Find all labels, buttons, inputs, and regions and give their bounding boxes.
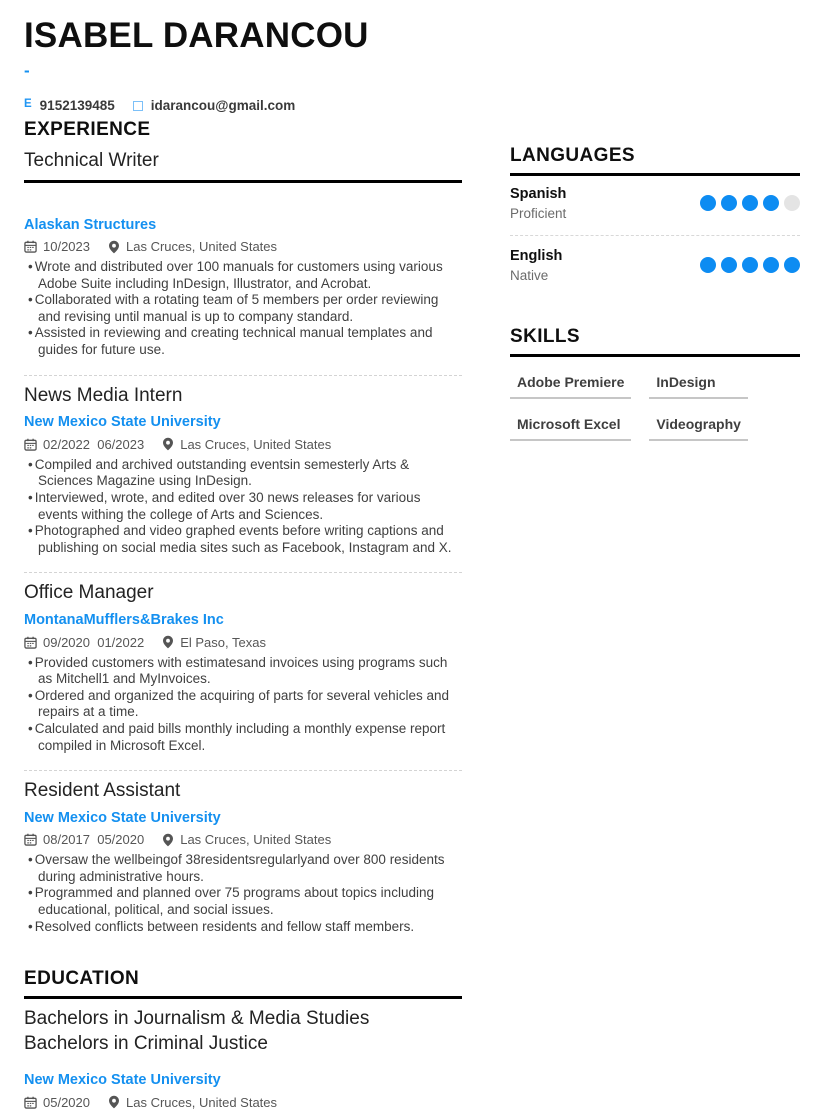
entry-dates[interactable]: 02/2022 06/2023	[43, 436, 145, 452]
language-name[interactable]: Spanish	[510, 185, 567, 202]
bullet-item[interactable]: • Ordered and organized the acquiring of parts for several vehicles and repairs at a time.	[24, 688, 462, 721]
resume-header	[24, 18, 800, 113]
experience-entry	[24, 385, 462, 557]
languages-section	[510, 145, 800, 295]
company-link[interactable]: Alaskan Structures	[24, 216, 157, 233]
skill-chip-indesign[interactable]: InDesign	[649, 374, 748, 399]
entry-bullets	[24, 457, 462, 557]
language-text	[510, 248, 562, 283]
language-item-spanish	[510, 176, 800, 233]
calendar-icon	[24, 833, 37, 846]
company-link[interactable]: MontanaMufflers&Brakes Inc	[24, 612, 224, 629]
education-location[interactable]: Las Cruces, United States	[126, 1094, 278, 1110]
skill-chip-microsoft-excel[interactable]: Microsoft Excel	[510, 416, 631, 441]
candidate-name: ISABEL DARANCOU	[24, 16, 369, 55]
language-level[interactable]: Proficient	[510, 205, 567, 221]
right-column	[510, 119, 800, 1110]
job-title-resident-assistant[interactable]: Resident Assistant	[24, 780, 181, 802]
languages-heading: LANGUAGES	[510, 145, 635, 166]
experience-heading: EXPERIENCE	[24, 119, 151, 140]
bullet-item[interactable]: • Wrote and distributed over 100 manuals for customers using various Adobe Suite including InDesign, Illustrator, and Acrobat.	[24, 259, 462, 292]
rating-dot[interactable]	[742, 257, 758, 273]
location-pin-icon	[162, 635, 174, 649]
entry-bullets	[24, 852, 462, 935]
email-address[interactable]: idarancou@gmail.com	[150, 98, 296, 113]
entry-location[interactable]: Las Cruces, United States	[180, 436, 332, 452]
rating-dot[interactable]	[763, 195, 779, 211]
degree-title[interactable]: Bachelors in Journalism & Media Studies	[24, 1008, 370, 1030]
entry-location[interactable]: Las Cruces, United States	[180, 832, 332, 848]
title-placeholder[interactable]: -	[24, 61, 30, 80]
calendar-icon	[24, 240, 37, 253]
language-level[interactable]: Native	[510, 267, 549, 283]
bullet-item[interactable]: • Provided customers with estimatesand invoices using programs such as Mitchell1 and MyInvoices.	[24, 655, 462, 688]
rating-dot[interactable]	[721, 195, 737, 211]
rating-dot[interactable]	[763, 257, 779, 273]
entry-bullets	[24, 259, 462, 359]
bullet-item[interactable]: • Collaborated with a rotating team of 5 members per order reviewing and revising until manual is up to company standard.	[24, 292, 462, 325]
entry-meta-row	[24, 239, 462, 254]
bullet-item[interactable]: • Compiled and archived outstanding eventsin semesterly Arts & Sciences Magazine using InDesign.	[24, 457, 462, 490]
entry-dates[interactable]: 09/2020 01/2022	[43, 634, 145, 650]
bullet-item[interactable]: • Programmed and planned over 75 programs about topics including educational, political, and social issues.	[24, 885, 462, 918]
experience-entry	[24, 780, 462, 935]
entry-separator	[24, 572, 462, 573]
bullet-item[interactable]: • Oversaw the wellbeingof 38residentsregularlyand over 800 residents during administrative hours.	[24, 852, 462, 885]
entry-meta-row	[24, 832, 462, 847]
bullet-item[interactable]: • Assisted in reviewing and creating technical manual templates and guides for future use.	[24, 325, 462, 358]
skill-chip-adobe-premiere[interactable]: Adobe Premiere	[510, 374, 631, 399]
entry-location[interactable]: Las Cruces, United States	[126, 239, 278, 255]
email-icon	[133, 101, 143, 111]
rating-dot[interactable]	[721, 257, 737, 273]
language-rating-dots[interactable]	[700, 195, 800, 211]
experience-entry	[24, 582, 462, 754]
skill-chip-videography[interactable]: Videography	[649, 416, 748, 441]
experience-section	[24, 119, 462, 935]
experience-entry	[24, 217, 462, 359]
job-title-office-manager[interactable]: Office Manager	[24, 582, 154, 604]
rating-dot[interactable]	[700, 195, 716, 211]
company-link[interactable]: New Mexico State University	[24, 809, 221, 826]
phone-number[interactable]: 9152139485	[39, 98, 115, 113]
rating-dot[interactable]	[784, 257, 800, 273]
education-section	[24, 968, 462, 1109]
skills-grid	[510, 374, 800, 441]
entry-location[interactable]: El Paso, Texas	[180, 634, 266, 650]
skills-header-block	[510, 326, 800, 357]
job-title-technical-writer[interactable]: Technical Writer	[24, 149, 159, 171]
contact-row	[24, 98, 800, 113]
entry-meta-row	[24, 437, 462, 452]
calendar-icon	[24, 636, 37, 649]
content-columns	[24, 119, 800, 1110]
location-pin-icon	[108, 1095, 120, 1109]
education-meta-row	[24, 1095, 462, 1110]
company-link[interactable]: New Mexico State University	[24, 414, 221, 431]
languages-header-block	[510, 145, 800, 176]
language-item-english	[510, 238, 800, 295]
bullet-item[interactable]: • Photographed and video graphed events before writing captions and publishing on social media sites such as Facebook, Instagram and X.	[24, 523, 462, 556]
rating-dot[interactable]	[742, 195, 758, 211]
experience-header-block	[24, 119, 462, 183]
entry-dates[interactable]: 10/2023	[43, 239, 90, 255]
language-name[interactable]: English	[510, 247, 563, 264]
phone-icon: E	[24, 98, 32, 110]
skills-heading: SKILLS	[510, 325, 580, 347]
degree-list	[24, 1006, 462, 1056]
education-dates[interactable]: 05/2020	[43, 1094, 90, 1110]
bullet-item[interactable]: • Calculated and paid bills monthly including a monthly expense report compiled in Microsoft Excel.	[24, 721, 462, 754]
entry-dates[interactable]: 08/2017 05/2020	[43, 832, 145, 848]
language-rating-dots[interactable]	[700, 257, 800, 273]
degree-title[interactable]: Bachelors in Criminal Justice	[24, 1033, 268, 1055]
job-title-news-media-intern[interactable]: News Media Intern	[24, 384, 183, 406]
rating-dot[interactable]	[700, 257, 716, 273]
calendar-icon	[24, 1096, 37, 1109]
language-separator	[510, 235, 800, 236]
rating-dot[interactable]	[784, 195, 800, 211]
language-text	[510, 186, 566, 221]
education-header-block	[24, 968, 462, 999]
entry-meta-row	[24, 635, 462, 650]
skills-section	[510, 326, 800, 441]
entry-separator	[24, 375, 462, 376]
education-heading: EDUCATION	[24, 968, 140, 990]
bullet-item[interactable]: • Interviewed, wrote, and edited over 30 news releases for various events withing the college of Arts and Sciences.	[24, 490, 462, 523]
entry-separator	[24, 770, 462, 771]
location-pin-icon	[162, 833, 174, 847]
location-pin-icon	[108, 240, 120, 254]
entry-bullets	[24, 655, 462, 755]
left-column	[24, 119, 462, 1110]
school-link[interactable]: New Mexico State University	[24, 1072, 221, 1089]
location-pin-icon	[162, 437, 174, 451]
calendar-icon	[24, 438, 37, 451]
bullet-item[interactable]: • Resolved conflicts between residents and fellow staff members.	[24, 919, 462, 936]
